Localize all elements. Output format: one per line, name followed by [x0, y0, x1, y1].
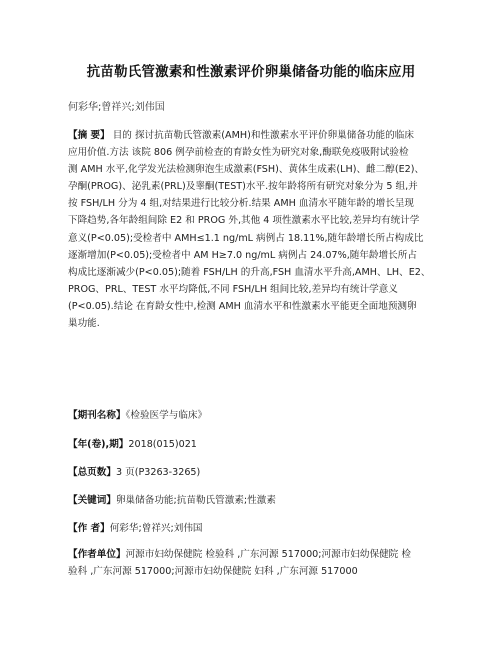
- abstract-text: 目的 探讨抗苗勒氏管激素(AMH)和性激素水平评价卵巢储备功能的临床: [112, 130, 414, 141]
- abstract-line: 按 FSH/LH 分为 4 组,对结果进行比较分析.结果 AMH 血清水平随年龄的增长呈现: [68, 198, 415, 210]
- affiliation-value: 河源市妇幼保健院 检验科 ,广东河源 517000;河源市妇幼保健院 检: [125, 549, 411, 560]
- abstract-label: 【摘 要】: [68, 130, 110, 141]
- author-field-value: 何彩华;曾祥兴;刘伟国: [109, 523, 203, 534]
- abstract-line: 意义(P<0.05);受检者中 AMH≤1.1 ng/mL 病例占 18.11%,随年龄增长所占构成比: [68, 232, 424, 244]
- affiliation-field: [68, 546, 411, 580]
- page-count-value: 3 页(P3263-3265): [115, 467, 201, 478]
- abstract-line: [68, 127, 436, 144]
- journal-field: [68, 407, 207, 421]
- document-title: 抗苗勒氏管激素和性激素评价卵巢储备功能的临床应用: [86, 64, 416, 80]
- journal-value: 《检验医学与临床》: [125, 410, 208, 421]
- year-issue-value: 2018(015)021: [128, 439, 197, 450]
- abstract-line: 下降趋势,各年龄组间除 E2 和 PROG 外,其他 4 项性激素水平比较,差异均有统计学: [68, 215, 420, 227]
- keywords-label: 【关键词】: [68, 495, 116, 506]
- abstract-line: 测 AMH 水平,化学发光法检测卵泡生成激素(FSH)、黄体生成素(LH)、雌二醇(E2)、: [68, 164, 425, 176]
- affiliation-line: 验科 ,广东河源 517000;河源市妇幼保健院 妇科 ,广东河源 517000: [68, 566, 358, 578]
- year-issue-field: [68, 436, 197, 450]
- abstract-line: 孕酮(PROG)、泌乳素(PRL)及睾酮(TEST)水平.按年龄将所有研究对象分为 5 组,并: [68, 181, 418, 193]
- journal-label: 【期刊名称】: [68, 410, 126, 421]
- author-list: 何彩华;曾祥兴;刘伟国: [68, 102, 165, 113]
- author-field-label: 【作 者】: [68, 523, 110, 534]
- abstract-section: [68, 127, 436, 332]
- abstract-line: 逐渐增加(P<0.05);受检者中 AM H≥7.0 ng/mL 病例占 24.07%,随年龄增长所占: [68, 249, 417, 261]
- abstract-line: 构成比逐渐减少(P<0.05);随着 FSH/LH 的升高,FSH 血清水平升高,AMH、LH、E2、: [68, 266, 431, 278]
- year-issue-label: 【年(卷),期】: [68, 439, 129, 450]
- abstract-line: (P<0.05).结论 在育龄女性中,检测 AMH 血清水平和性激素水平能更全面地预测卵: [68, 300, 417, 312]
- author-field: [68, 520, 203, 534]
- page-count-field: [68, 464, 200, 478]
- abstract-line: 应用价值.方法 该院 806 例孕前检查的育龄女性为研究对象,酶联免疫吸附试验检: [68, 147, 409, 159]
- abstract-line: PROG、PRL、TEST 水平均降低,不同 FSH/LH 组间比较,差异均有统计学意义: [68, 283, 398, 295]
- affiliation-line: [68, 546, 411, 563]
- keywords-value: 卵巢储备功能;抗苗勒氏管激素;性激素: [115, 495, 276, 506]
- page-count-label: 【总页数】: [68, 467, 116, 478]
- keywords-field: [68, 492, 276, 506]
- affiliation-label: 【作者单位】: [68, 549, 126, 560]
- abstract-line: 巢功能.: [68, 318, 100, 330]
